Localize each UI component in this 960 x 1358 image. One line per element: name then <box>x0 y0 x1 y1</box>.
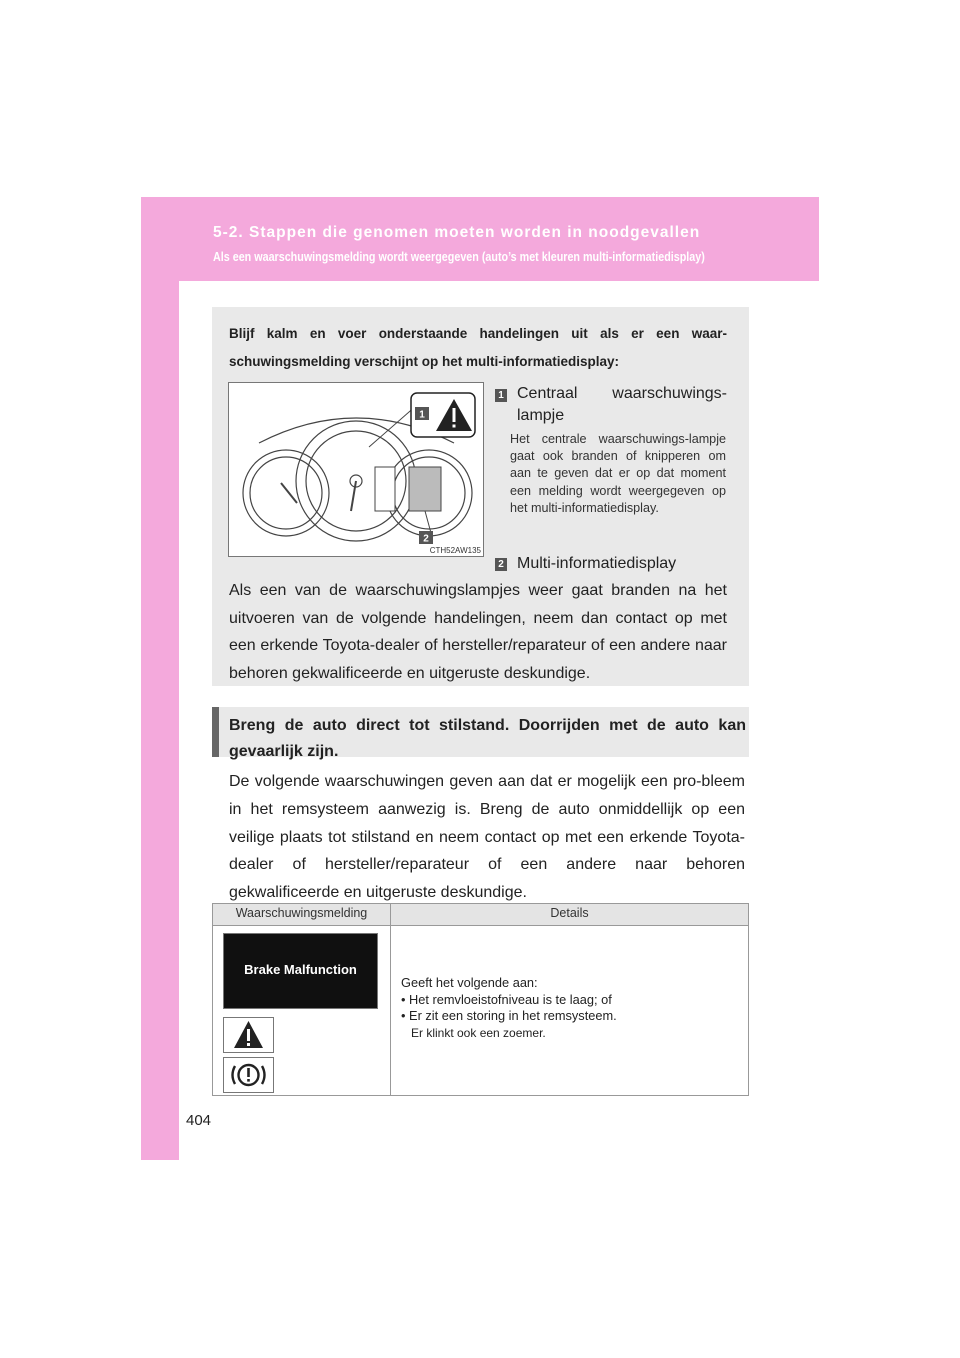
warning-table <box>212 903 749 1096</box>
warning-triangle-icon <box>223 1017 274 1053</box>
info-box-paragraph: Als een van de waarschuwingslampjes weer gaat branden na het uitvoeren van de volgende handelingen, neem dan contact op met een erkende Toyota-dealer of hersteller/reparateur of een andere naar behoren gekwalificeerde en uitgeruste deskundige. <box>229 582 727 683</box>
figure-code: CTH52AW135 <box>429 546 481 555</box>
body-paragraph: De volgende waarschuwingen geven aan dat er mogelijk een pro-bleem in het remsysteem aanwezig is. Breng de auto onmiddellijk op een veilige plaats tot stilstand en neem contact op met een erkende Toyota-dealer of hersteller/reparateur of een andere naar behoren gekwalificeerde en uitgeruste deskundige. <box>229 773 745 902</box>
details-item: • Het remvloeistofniveau is te laag; of <box>401 991 612 1007</box>
side-accent-bar <box>141 197 179 1160</box>
callout-number-2: 2 <box>495 558 507 571</box>
info-box-intro: Blijf kalm en voer onderstaande handelingen uit als er een waar-schuwingsmelding verschijnt op het multi-informatiedisplay: <box>229 326 727 369</box>
instrument-cluster-figure <box>228 382 484 557</box>
details-item: • Er zit een storing in het remsysteem. <box>401 1008 617 1023</box>
page-number: 404 <box>186 1112 212 1129</box>
section-title: 5-2. Stappen die genomen moeten worden in noodgevallen <box>213 224 701 241</box>
warning-heading-bar <box>212 707 219 757</box>
warning-message-screen <box>223 933 378 1009</box>
section-subtitle: Als een waarschuwingsmelding wordt weergegeven (auto’s met kleuren multi-informatiedisplay) <box>213 250 705 264</box>
table-header-message: Waarschuwingsmelding <box>235 906 368 920</box>
table-header-details: Details <box>550 906 589 920</box>
callout-number-1: 1 <box>495 389 507 402</box>
callout-title-1: Centraal waarschuwings-lampje <box>517 385 727 424</box>
brake-warning-icon <box>223 1057 274 1093</box>
warning-message-text: Brake Malfunction <box>244 962 357 977</box>
details-note: Er klinkt ook een zoemer. <box>411 1025 546 1040</box>
callout-description-1: Het centrale waarschuwings-lampje gaat ook branden of knipperen om aan te geven dat er op dat moment een melding wordt weergegeven op het multi-informatiedisplay. <box>510 432 726 515</box>
svg-text:2: 2 <box>423 533 429 545</box>
table-header-row <box>213 904 748 926</box>
details-intro: Geeft het volgende aan: <box>401 975 538 990</box>
svg-text:1: 1 <box>419 409 425 421</box>
warning-heading: Breng de auto direct tot stilstand. Doorrijden met de auto kan gevaarlijk zijn. <box>229 717 746 760</box>
callout-title-2: Multi-informatiedisplay <box>517 555 677 572</box>
column-divider <box>390 904 391 1095</box>
warning-details <box>401 975 731 1041</box>
